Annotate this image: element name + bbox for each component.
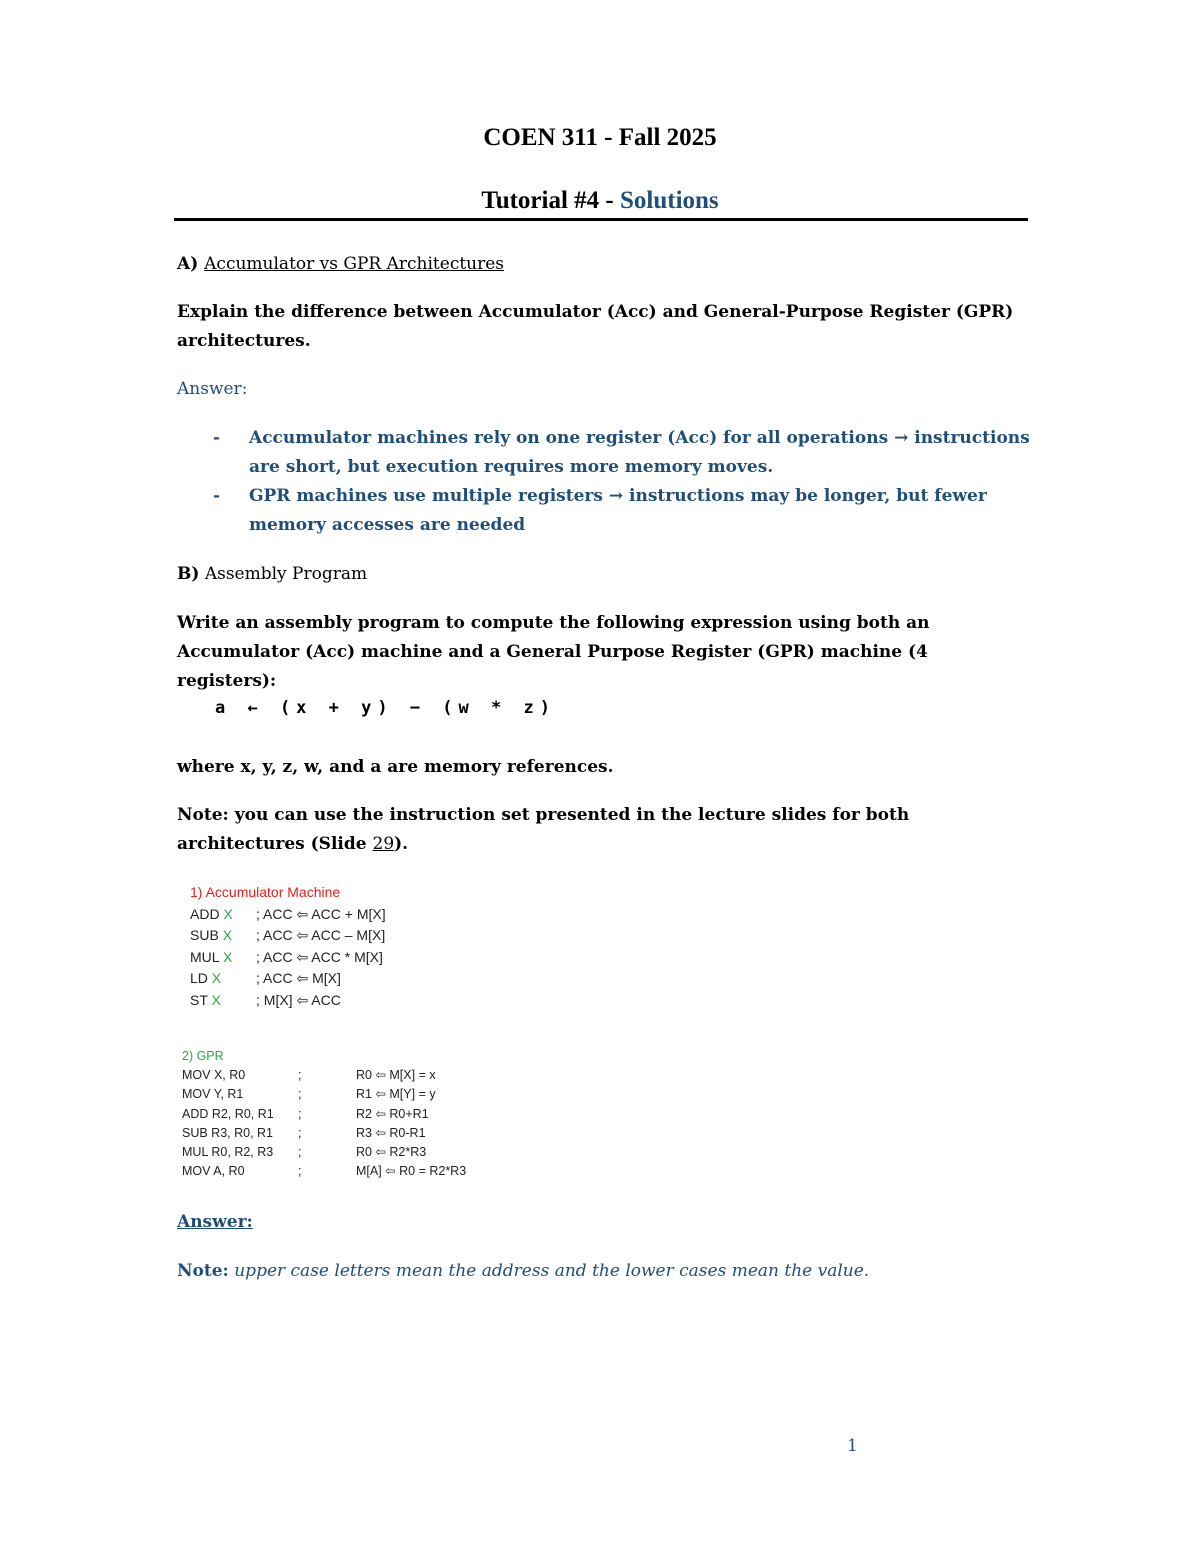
section-b-heading (177, 560, 367, 589)
gpr-heading: 2) GPR (182, 1049, 224, 1063)
acc-op: ADD X (190, 905, 233, 922)
section-a-heading (177, 250, 504, 279)
course-title: COEN 311 - Fall 2025 (483, 124, 717, 151)
gpr-sep: ; (298, 1087, 302, 1102)
gpr-instr: ADD R2, R0, R1 (182, 1106, 274, 1121)
expression: a ← (x + y) − (w * z) (215, 698, 556, 718)
acc-instruction-row (190, 968, 386, 990)
section-b-question: Write an assembly program to compute the following expression using both an Accumulator (Acc) machine and a General Purpose Register (GPR) machine (4 registers): (177, 613, 930, 691)
title-divider (174, 218, 1028, 221)
list-item (177, 482, 1032, 540)
acc-comment: ; ACC ⇦ M[X] (256, 970, 341, 986)
gpr-instruction-row (182, 1085, 466, 1104)
section-b-letter: B) (177, 564, 200, 584)
slide-link[interactable]: 29 (372, 834, 395, 854)
answer-note-label: Note: (177, 1261, 229, 1281)
gpr-instr: MOV Y, R1 (182, 1087, 244, 1102)
acc-instruction-row (190, 990, 386, 1012)
section-b-answer-label: Answer: (177, 1212, 253, 1232)
gpr-instruction-row (182, 1143, 466, 1162)
answer-bullet-1: Accumulator machines rely on one register (Acc) for all operations → instructions are short, but execution requires more memory moves. (249, 428, 1030, 477)
acc-comment: ; ACC ⇦ ACC + M[X] (256, 905, 386, 922)
acc-comment: ; ACC ⇦ ACC – M[X] (256, 927, 386, 943)
acc-instruction-row (190, 947, 386, 969)
gpr-instruction-row (182, 1105, 466, 1124)
section-b-note (177, 801, 1032, 859)
bullet-marker: - (213, 486, 221, 506)
acc-op: MUL X (190, 948, 233, 965)
acc-op: ST X (190, 991, 221, 1008)
gpr-sep: ; (298, 1106, 302, 1121)
gpr-comment: R1 ⇦ M[Y] = y (356, 1087, 436, 1102)
gpr-instr: SUB R3, R0, R1 (182, 1125, 274, 1140)
gpr-instr: MUL R0, R2, R3 (182, 1145, 274, 1160)
note-text: Note: you can use the instruction set presented in the lecture slides for both architectures (Slide (177, 805, 910, 854)
gpr-instr: MOV A, R0 (182, 1164, 245, 1179)
section-a-answer-label: Answer: (177, 379, 248, 399)
gpr-comment: R3 ⇦ R0-R1 (356, 1125, 426, 1140)
section-b-title: Assembly Program (204, 564, 368, 584)
gpr-sep: ; (298, 1125, 302, 1140)
gpr-instr: MOV X, R0 (182, 1068, 246, 1083)
where-clause: where x, y, z, w, and a are memory references. (177, 757, 614, 777)
acc-op: SUB X (190, 927, 233, 943)
section-a-answer-list (177, 424, 1032, 540)
gpr-sep: ; (298, 1164, 302, 1179)
gpr-comment: R0 ⇦ M[X] = x (356, 1068, 436, 1083)
acc-machine-heading: 1) Accumulator Machine (190, 884, 341, 900)
gpr-comment: R0 ⇦ R2*R3 (356, 1145, 427, 1160)
gpr-block (182, 1047, 466, 1181)
gpr-sep: ; (298, 1145, 302, 1160)
tutorial-solutions-label: Solutions (620, 187, 719, 214)
page-number: 1 (847, 1436, 858, 1456)
gpr-sep: ; (298, 1068, 302, 1083)
gpr-comment: M[A] ⇦ R0 = R2*R3 (356, 1164, 467, 1179)
answer-bullet-2: GPR machines use multiple registers → instructions may be longer, but fewer memory accesses are needed (249, 486, 987, 535)
acc-instruction-row (190, 925, 386, 947)
section-a-title: Accumulator vs GPR Architectures (204, 254, 505, 274)
section-a-question: Explain the difference between Accumulator (Acc) and General-Purpose Register (GPR) architectures. (177, 302, 1014, 351)
gpr-comment: R2 ⇦ R0+R1 (356, 1106, 429, 1121)
gpr-instruction-row (182, 1124, 466, 1143)
tutorial-title (0, 187, 1200, 215)
section-a-letter: A) (177, 254, 199, 274)
gpr-instruction-row (182, 1066, 466, 1085)
tutorial-prefix: Tutorial #4 - (481, 187, 620, 214)
gpr-instruction-row (182, 1162, 466, 1181)
acc-comment: ; ACC ⇦ ACC * M[X] (256, 948, 383, 965)
bullet-marker: - (213, 428, 221, 448)
acc-comment: ; M[X] ⇦ ACC (256, 991, 341, 1008)
list-item (177, 424, 1032, 482)
acc-op: LD X (190, 970, 222, 986)
acc-machine-block (190, 882, 386, 1011)
note-end: ). (394, 834, 409, 854)
acc-instruction-row (190, 904, 386, 926)
answer-note (177, 1257, 869, 1286)
answer-note-text: upper case letters mean the address and the lower cases mean the value. (228, 1261, 870, 1281)
